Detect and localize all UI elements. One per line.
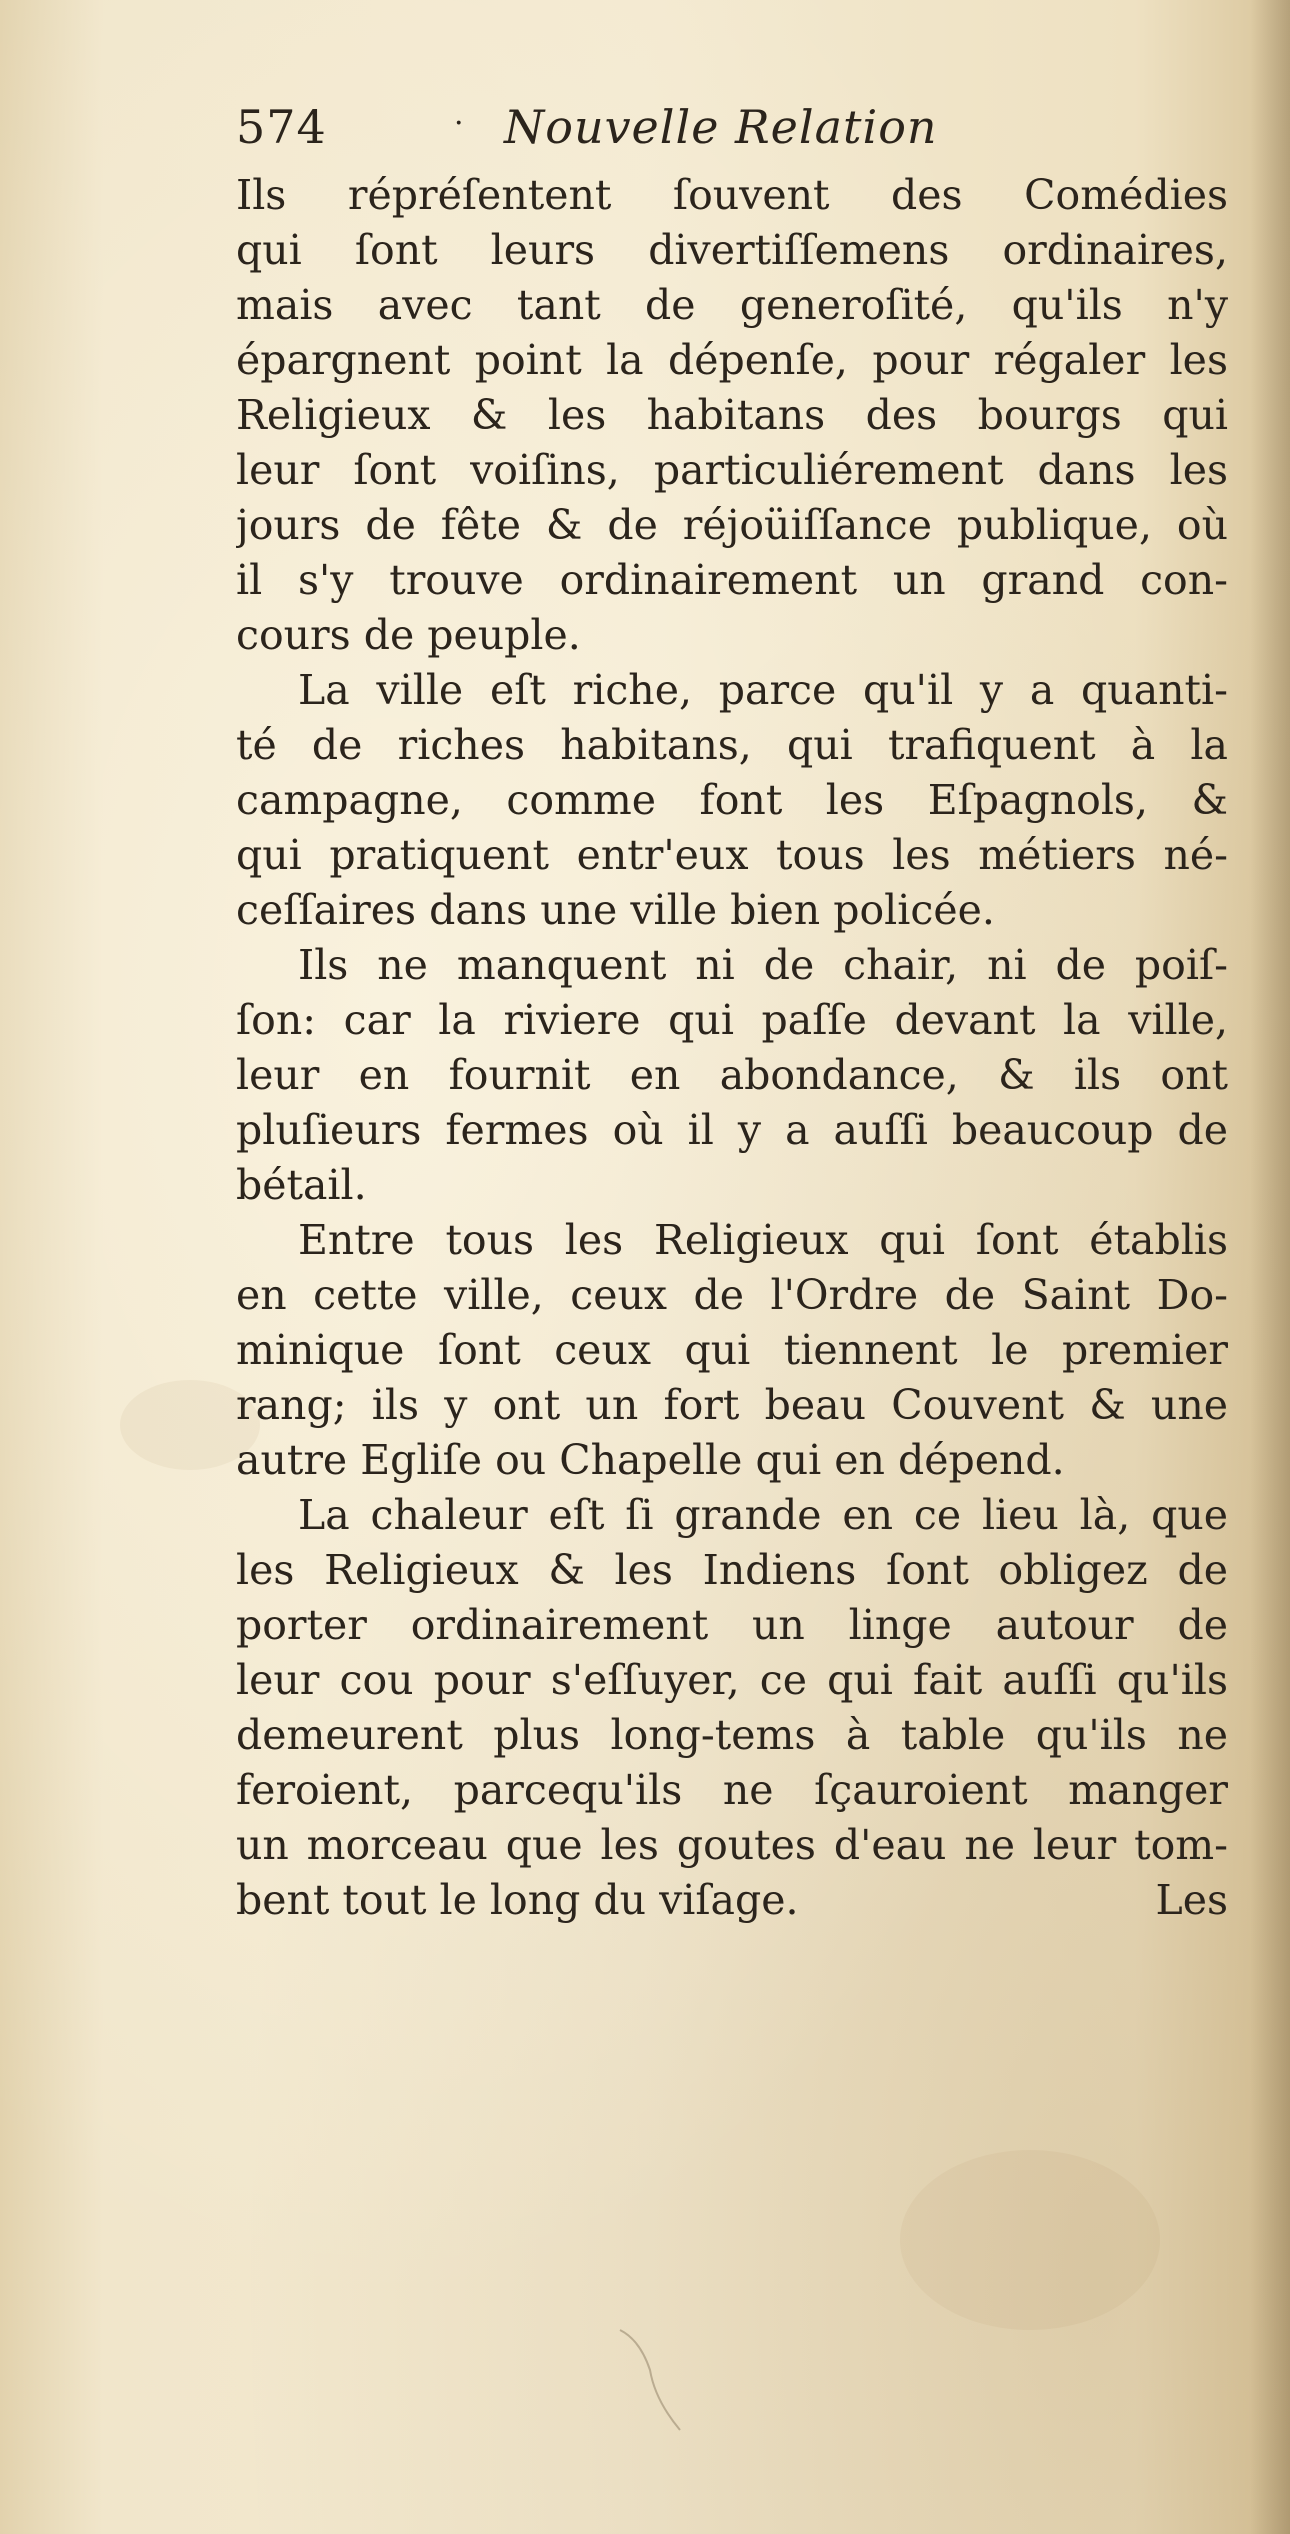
running-head xyxy=(236,100,1096,160)
paragraph-start-line: Entre tous les Religieux qui ſont établis xyxy=(298,1216,1228,1264)
text-line: qui pratiquent entr'eux tous les métiers né- xyxy=(236,831,1228,879)
text-line: il s'y trouve ordinairement un grand con- xyxy=(236,556,1228,604)
text-line: jours de fête & de réjoüiſſance publique, où xyxy=(236,501,1228,549)
text-line: té de riches habitans, qui trafiquent à la xyxy=(236,721,1228,769)
text-line: les Religieux & les Indiens ſont obligez de xyxy=(236,1546,1228,1594)
text-line: cours de peuple. xyxy=(236,611,581,659)
text-line: mais avec tant de generoſité, qu'ils n'y xyxy=(236,281,1228,329)
text-line: épargnent point la dépenſe, pour régaler les xyxy=(236,336,1228,384)
paragraph-start-line: La chaleur eſt ſi grande en ce lieu là, que xyxy=(298,1491,1228,1539)
text-line: bétail. xyxy=(236,1161,367,1209)
text-line: porter ordinairement un linge autour de xyxy=(236,1601,1228,1649)
page-edge-shadow xyxy=(1250,0,1290,2534)
text-line: ceſſaires dans une ville bien policée. xyxy=(236,886,995,934)
text-line: campagne, comme font les Eſpagnols, & xyxy=(236,776,1228,824)
text-line: leur en fournit en abondance, & ils ont xyxy=(236,1051,1228,1099)
text-line: pluſieurs fermes où il y a auſſi beaucoup de xyxy=(236,1106,1228,1154)
text-line: leur ſont voiſins, particuliérement dans les xyxy=(236,446,1228,494)
text-line: Ils répréſentent ſouvent des Comédies xyxy=(236,171,1228,219)
text-line-content: bent tout le long du viſage. xyxy=(236,1876,799,1924)
text-line: un morceau que les goutes d'eau ne leur tom- xyxy=(236,1821,1228,1869)
text-line: demeurent plus long-tems à table qu'ils ne xyxy=(236,1711,1228,1759)
body-text xyxy=(236,168,1228,1928)
catchword: Les xyxy=(1155,1876,1228,1924)
running-head-dot: · xyxy=(454,106,464,141)
text-line: en cette ville, ceux de l'Ordre de Saint Do- xyxy=(236,1271,1228,1319)
text-line: rang; ils y ont un fort beau Couvent & une xyxy=(236,1381,1228,1429)
last-text-line xyxy=(236,1873,1228,1928)
paper-stain xyxy=(900,2150,1160,2330)
text-line: minique ſont ceux qui tiennent le premier xyxy=(236,1326,1228,1374)
paragraph-start-line: La ville eſt riche, parce qu'il y a quanti- xyxy=(298,666,1228,714)
text-line: Religieux & les habitans des bourgs qui xyxy=(236,391,1228,439)
page-number: 574 xyxy=(236,100,327,154)
text-line: feroient, parcequ'ils ne ſçauroient manger xyxy=(236,1766,1228,1814)
paragraph-start-line: Ils ne manquent ni de chair, ni de poiſ- xyxy=(298,941,1228,989)
running-head-title: Nouvelle Relation xyxy=(504,100,938,154)
text-line: ſon: car la riviere qui paſſe devant la ville, xyxy=(236,996,1228,1044)
text-line: leur cou pour s'eſſuyer, ce qui fait auſſi qu'ils xyxy=(236,1656,1228,1704)
paper-blemish-mark xyxy=(610,2320,700,2440)
text-line: autre Egliſe ou Chapelle qui en dépend. xyxy=(236,1436,1065,1484)
text-line: qui ſont leurs divertiſſemens ordinaires, xyxy=(236,226,1228,274)
